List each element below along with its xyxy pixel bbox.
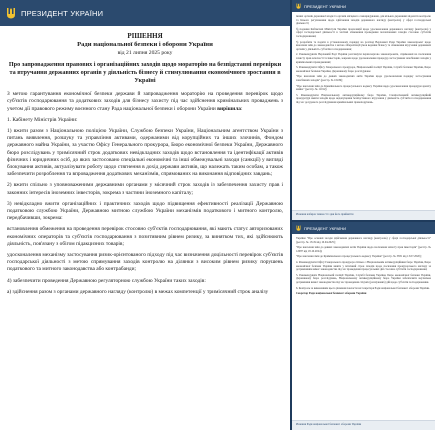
page-2-paragraph: "Про внесення змін до Кримінального процесуального кодексу України щодо удосконалення процедури арешту майна" (реєстр. № 11012);: [296, 84, 431, 92]
page-2-paragraph: 3. Рекомендувати Офісу Генерального прокурора, Національній поліції України, Службі безпеки України, Бюро економічної безпеки України, Державному бюро розслідувань:: [296, 66, 431, 73]
document-body: [0, 26, 290, 296]
document-subject: Про запровадження правових і організаційних заходів щодо мораторію на безпідставні перевірки та втручання державних органів у діяльність бізнесу й стимулювання економічного зростання в Україні: [8, 61, 282, 85]
page-2-header: [292, 0, 435, 12]
document-issuer: Ради національної безпеки і оборони України: [77, 40, 213, 48]
item-1-1: 1) вжити разом з Національною поліцією України, Службою безпеки України, Національним агентством України з питань виявлення, розшуку та управління активами, одержаними від корупційних та інших злочинів, Фондом державного майна України, за участю Офісу Генерального прокурора, Бюро економічної безпеки України, Державного бюро розслідувань у тримісячний строк додаткових невідкладних заходів щодо встановлення та ідентифікації активів фізичних і юридичних осіб, до яких застосовано спеціальні економічні та інші обмежувальні заходи (санкції) у вигляді блокування активів, актуалізувати роботу щодо стягнення в дохід держави активів, що належать таким особам, а також забезпечити розроблення та впровадження додаткових механізмів, спрямованих на виконання відповідних завдань;: [7, 128, 283, 178]
page-2-paragraph: 2. Рекомендувати Верховній Раді України розглянути першочергово законопроекти, спрямовані на посилення захисту прав власності та інвесторів, зокрема щодо удосконалення процедур застосування запобіжних заходів у кримінальних провадженнях;: [296, 53, 431, 64]
page-3-paragraph: України "Про основні засади здійснення державного нагляду (контролю) у сфері господарської діяльності" (реєстр. № 13134 від 10.04.2025);: [296, 237, 431, 244]
trident-emblem-icon: [296, 3, 301, 9]
page-2-paragraph: "Про внесення змін до деяких законодавчих актів України щодо удосконалення порядку застосування запобіжних заходів" (реєстр. № 10439);: [296, 75, 431, 82]
page-3-paragraph: 5. Рекомендувати Національній поліції України, Службі безпеки України, Бюро економічної безпеки України, Державному бюро розслідувань, Національному антикорупційному бюро України забезпечити неухильне дотримання вимог законодавства під час проведення слідчих (розшукових) дій щодо суб'єктів господарювання.: [296, 273, 431, 284]
trident-emblem-icon: [296, 225, 301, 231]
trident-emblem-icon: [6, 7, 16, 19]
page-2-paragraph: б) подання Кабінетові Міністрів України пропозицій щодо удосконалення державного нагляду (контролю) у сфері господарської діяльності в частині обмеження проведення позапланових заходів стосовно суб'єктів господарювання;: [296, 27, 431, 38]
item-1-3-b: удосконалення механізму застосування ризик-орієнтованого підходу під час визначення доцільності перевірок суб'єктів господарської діяльності з метою спрямування заходів контролю на ділянки з високим рівнем ризику порушень податкового та митного законодавства або контрабанди;: [7, 252, 283, 273]
page-2-title: ПРЕЗИДЕНТ УКРАЇНИ: [304, 3, 347, 9]
page-3-footer: Рішення Ради національної безпеки і оборони України: [292, 420, 435, 430]
page-3-paragraph: 4. Рекомендувати Офісу Генерального прокурора спільно з Національним антикорупційним бюро України, Бюро економічної безпеки України вжити у місячний строк заходів щодо посилення прокурорського нагляду за дотриманням вимог законодавства під час проведення процесуальних дій стосовно суб'єктів господарювання;: [296, 260, 431, 272]
item-1-4-a: а) здійснення разом з органами державного нагляду (контролю) в межах компетенції у тримісячний строк аналізу: [7, 288, 269, 295]
page-3-paragraph: 6. Контроль за виконанням цього рішення покласти на Секретаря Ради національної безпеки і оборони України.: [296, 286, 430, 290]
site-title[interactable]: ПРЕЗИДЕНТ УКРАЇНИ: [21, 8, 104, 18]
page-2-paragraph: 5) розробити та подати в установленому порядку на розгляд Верховної Ради України законопроект щодо внесення змін до законодавства з метою лібералізації умов ведення бізнесу та обмеження втручання державних органів у діяльність суб'єктів господарювання;: [296, 40, 431, 51]
page-2-body: [292, 12, 435, 109]
page-3-body: [292, 234, 435, 301]
document-page-3-thumbnail[interactable]: [292, 222, 435, 430]
site-header: [0, 0, 290, 26]
intro-verb: вирішила: [217, 105, 241, 112]
document-date: від 21 липня 2025 року: [117, 50, 173, 56]
document-kind: РІШЕННЯ: [127, 32, 163, 40]
page-2-footer: Рішення набирає чинності з дня його прийняття: [292, 210, 435, 220]
intro-text: З метою гарантування економічної безпеки держави й запровадження мораторію на проведення перевірок щодо суб'єктів господарювання та додаткових заходів для бізнесу захисту під час здійснення кримінальних проваджень з учетом дії правового режиму воєнного стану Рада національної безпеки і оборони України: [7, 91, 283, 112]
item-1-3-a: встановлення обмеження на проведення перевірок стосовно суб'єктів господарювання, які мають статус авторизованих економічних операторів та суб'єктів господарювання з позитивним рівнем ризику, за винятком тих, які здійснюють діяльність, пов'язану з обігом підакцизних товарів;: [7, 226, 283, 247]
page-3-signature-role: Секретар Ради національної безпеки і оборони України: [296, 292, 367, 296]
item-1-2: 2) вжити спільно з уповноваженими державними органами у місячний строк заходів із забезпечення захисту прав і законних інтересів іноземних інвесторів, зокрема з частини іноземного капіталу;: [7, 182, 283, 196]
document-page-2-thumbnail[interactable]: [292, 0, 435, 220]
item-1-3: 3) невідкладно вжити організаційних і практичних заходів щодо підвищення ефективності реалізації Державною податковою службою України, Державною митною службою України механізмів податкового і митного контролю, передбачивши, зокрема:: [7, 200, 283, 222]
page-2-paragraph: 3. Рекомендувати Національному антикорупційному бюро України, Спеціалізованій антикорупційній прокуратурі вжити заходів щодо недопущення безпідставного втручання у діяльність суб'єктів господарювання під час досудового розслідування кримінальних правопорушень.: [296, 93, 431, 104]
page-3-paragraph: "Про внесення змін до Кримінального процесуального кодексу України" (реєстр. № 3831 від 13.07.2020);: [296, 255, 422, 259]
page-2-paragraph: інших органів державної влади та органів місцевого самоврядування, для кількох державних відомств контролю та їхнього регулювання щодо здійснення заходів державного нагляду (контролю) у сфері господарської діяльності;: [296, 15, 431, 26]
page-3-header: [292, 222, 435, 234]
item-1-4: 4) забезпечити проведення Державною регуляторною службою України таких заходів:: [7, 277, 206, 284]
page-3-title: ПРЕЗИДЕНТ УКРАЇНИ: [304, 225, 347, 231]
item-1: 1. Кабінету Міністрів України:: [7, 116, 78, 123]
document-intro: З метою гарантування економічної безпеки держави й запровадження мораторію на проведення перевірок щодо суб'єктів господарювання та додаткових заходів для бізнесу захисту під час здійснення кримінальних проваджень з учетом дії правового режиму воєнного стану Рада національної безпеки і оборони України вирішила:: [7, 91, 283, 112]
page-3-paragraph: "Про внесення змін до деяких законодавчих актів України щодо посилення захисту прав інвесторів" (реєстр. № 12087 від 18.10.2024);: [296, 246, 431, 253]
